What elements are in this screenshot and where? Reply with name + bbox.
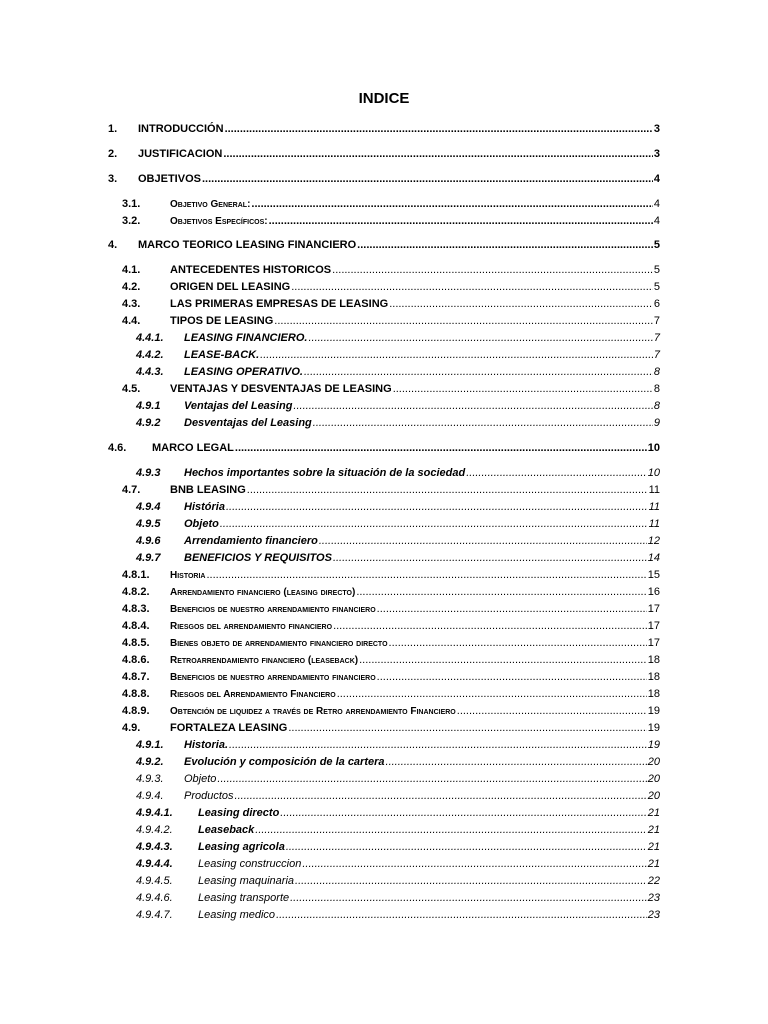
toc-leader-dots — [247, 483, 648, 497]
toc-entry-label: TIPOS DE LEASING — [170, 315, 274, 327]
toc-entry-page: 17 — [647, 603, 660, 615]
toc-entry — [122, 687, 660, 702]
toc-leader-dots — [319, 534, 647, 548]
toc-entry — [136, 551, 660, 565]
toc-leader-dots — [295, 874, 647, 888]
toc-entry-number: 4.2. — [122, 281, 141, 293]
toc-entry-label: LEASING OPERATIVO. — [184, 366, 303, 378]
toc-leader-dots — [356, 585, 646, 599]
toc-entry-number: 4.8.1. — [122, 569, 150, 581]
toc-entry — [136, 416, 660, 430]
toc-entry-number: 4.4. — [122, 315, 141, 327]
toc-entry-label: Productos — [184, 790, 234, 802]
toc-entry-number: 4.9.4.5. — [136, 875, 173, 887]
toc-leader-dots — [457, 704, 647, 718]
toc-entry-number: 4.8.2. — [122, 586, 150, 598]
toc-entry-label: LAS PRIMERAS EMPRESAS DE LEASING — [170, 298, 389, 310]
toc-entry-label: Leasing transporte — [198, 892, 290, 904]
toc-entry-page: 21 — [647, 841, 660, 853]
toc-leader-dots — [280, 806, 646, 820]
toc-entry-number: 4.9.6 — [136, 535, 161, 547]
toc-entry — [122, 636, 660, 651]
toc-leader-dots — [235, 441, 647, 455]
toc-entry — [136, 823, 660, 837]
toc-entry — [108, 147, 660, 161]
toc-leader-dots — [255, 823, 646, 837]
toc-entry-page: 20 — [647, 773, 660, 785]
toc-entry-number: 4.7. — [122, 484, 141, 496]
toc-entry-page: 11 — [648, 518, 660, 530]
toc-entry — [122, 297, 660, 311]
toc-entry-label: ORIGEN DEL LEASING — [170, 281, 291, 293]
toc-leader-dots — [333, 551, 647, 565]
toc-entry — [136, 738, 660, 752]
toc-entry-number: 4.8.7. — [122, 671, 150, 683]
toc-entry-page: 5 — [653, 264, 660, 276]
toc-leader-dots — [377, 602, 647, 616]
toc-leader-dots — [393, 382, 653, 396]
toc-leader-dots — [276, 908, 647, 922]
toc-entry-label: Hechos importantes sobre la situación de la sociedad — [184, 467, 466, 479]
toc-entry-number: 4.9.1. — [136, 739, 164, 751]
toc-entry — [122, 670, 660, 685]
toc-leader-dots — [357, 238, 653, 252]
toc-entry-label: JUSTIFICACION — [138, 148, 223, 160]
toc-entry-number: 4.9.4.7. — [136, 909, 173, 921]
toc-entry-label: Objetivo General: — [170, 199, 251, 210]
toc-entry-label: MARCO TEORICO LEASING FINANCIERO — [138, 239, 357, 251]
toc-leader-dots — [207, 568, 647, 582]
toc-entry-number: 4.6. — [108, 442, 127, 454]
toc-entry — [122, 653, 660, 668]
toc-entry-number: 1. — [108, 123, 118, 135]
toc-leader-dots — [304, 365, 653, 379]
toc-entry-page: 17 — [647, 620, 660, 632]
toc-leader-dots — [229, 738, 647, 752]
toc-entry-label: BNB LEASING — [170, 484, 246, 496]
toc-entry-page: 21 — [647, 807, 660, 819]
toc-entry-page: 21 — [647, 858, 660, 870]
toc-entry-number: 4.9.2 — [136, 417, 161, 429]
toc-leader-dots — [260, 348, 653, 362]
toc-leader-dots — [332, 263, 653, 277]
toc-entry-label: Arrendamiento financiero — [184, 535, 318, 547]
toc-entry-label: Objeto — [184, 518, 219, 530]
toc-leader-dots — [288, 721, 646, 735]
toc-entry — [136, 755, 660, 769]
toc-entry-page: 4 — [653, 173, 660, 185]
toc-leader-dots — [337, 687, 647, 701]
toc-entry-page: 20 — [647, 790, 660, 802]
toc-entry-label: Leasing construccion — [198, 858, 302, 870]
toc-entry-page: 14 — [647, 552, 660, 564]
toc-entry — [122, 214, 660, 229]
toc-entry-page: 10 — [647, 467, 660, 479]
toc-entry-number: 4.9.3 — [136, 467, 161, 479]
toc-entry — [122, 483, 660, 497]
toc-entry-page: 6 — [653, 298, 660, 310]
toc-entry-number: 4.5. — [122, 383, 141, 395]
toc-entry-number: 4.1. — [122, 264, 141, 276]
toc-entry-number: 4.4.2. — [136, 349, 164, 361]
toc-entry-label: Objetivos Específicos: — [170, 216, 268, 227]
toc-entry — [108, 122, 660, 136]
toc-entry-page: 5 — [653, 281, 660, 293]
toc-leader-dots — [359, 653, 647, 667]
toc-entry-page: 11 — [648, 501, 660, 513]
toc-entry-page: 8 — [653, 383, 660, 395]
toc-entry-label: ANTECEDENTES HISTORICOS — [170, 264, 332, 276]
toc-entry-number: 3.1. — [122, 198, 141, 210]
toc-entry-page: 3 — [653, 148, 660, 160]
toc-entry-page: 3 — [653, 123, 660, 135]
toc-entry — [136, 874, 660, 888]
toc-entry-number: 4.9. — [122, 722, 141, 734]
toc-entry-page: 19 — [647, 739, 660, 751]
toc-leader-dots — [274, 314, 653, 328]
toc-entry-label: LEASE-BACK. — [184, 349, 260, 361]
toc-entry — [122, 314, 660, 328]
toc-entry — [136, 331, 660, 345]
toc-entry — [136, 908, 660, 922]
toc-entry-number: 4.8.6. — [122, 654, 150, 666]
toc-entry-label: INTRODUCCIÓN — [138, 123, 224, 135]
toc-entry-page: 11 — [648, 484, 660, 496]
toc-entry — [122, 382, 660, 396]
toc-entry — [136, 466, 660, 480]
toc-entry-page: 18 — [647, 688, 660, 700]
toc-entry-label: Leasing agricola — [198, 841, 285, 853]
toc-entry-label: MARCO LEGAL — [152, 442, 234, 454]
toc-entry-number: 4.3. — [122, 298, 141, 310]
toc-entry-number: 4.8.5. — [122, 637, 150, 649]
toc-leader-dots — [217, 772, 646, 786]
toc-entry-page: 23 — [647, 892, 660, 904]
toc-entry-number: 4.8.9. — [122, 705, 150, 717]
toc-entry-page: 7 — [653, 315, 660, 327]
toc-entry-page: 23 — [647, 909, 660, 921]
toc-leader-dots — [220, 517, 648, 531]
toc-entry-page: 18 — [647, 654, 660, 666]
toc-entry-number: 4.9.4.1. — [136, 807, 173, 819]
toc-entry — [136, 365, 660, 379]
toc-entry-number: 4.9.1 — [136, 400, 161, 412]
toc-entry-label: Historia — [170, 570, 206, 581]
toc-entry-label: Retroarrendamiento financiero (leaseback) — [170, 655, 359, 666]
toc-entry-number: 3.2. — [122, 215, 141, 227]
toc-entry-label: Bienes objeto de arrendamiento financiero directo — [170, 638, 388, 649]
toc-leader-dots — [202, 172, 653, 186]
toc-entry-number: 4.9.4.3. — [136, 841, 173, 853]
toc-entry — [122, 704, 660, 719]
toc-leader-dots — [389, 636, 647, 650]
toc-entry-label: Desventajas del Leasing — [184, 417, 312, 429]
toc-entry-page: 15 — [647, 569, 660, 581]
toc-entry-number: 4.9.4. — [136, 790, 164, 802]
toc-entry-label: Riesgos del Arrendamiento Financiero — [170, 689, 336, 700]
toc-entry-label: Objeto — [184, 773, 217, 785]
toc-entry-number: 4.9.7 — [136, 552, 161, 564]
toc-leader-dots — [386, 755, 647, 769]
toc-entry — [136, 399, 660, 413]
toc-leader-dots — [302, 857, 646, 871]
toc-entry-number: 4.8.4. — [122, 620, 150, 632]
toc-entry-number: 4.9.4.6. — [136, 892, 173, 904]
toc-entry-label: História — [184, 501, 225, 513]
toc-entry-label: Leasing medico — [198, 909, 276, 921]
toc-entry — [122, 568, 660, 583]
toc-leader-dots — [308, 331, 652, 345]
toc-entry-page: 4 — [653, 198, 660, 210]
toc-entry-page: 5 — [653, 239, 660, 251]
toc-leader-dots — [290, 891, 647, 905]
toc-entry — [108, 441, 660, 455]
toc-entry-number: 3. — [108, 173, 118, 185]
toc-entry — [136, 857, 660, 871]
toc-entry — [122, 263, 660, 277]
toc-entry — [122, 280, 660, 294]
toc-entry — [108, 172, 660, 186]
toc-entry-label: Beneficios de nuestro arrendamiento financiero — [170, 672, 376, 683]
toc-entry-page: 4 — [653, 215, 660, 227]
toc-entry — [122, 602, 660, 617]
toc-entry-page: 8 — [653, 400, 660, 412]
toc-entry-page: 19 — [647, 722, 660, 734]
toc-entry — [136, 517, 660, 531]
toc-entry-number: 4.9.4.4. — [136, 858, 173, 870]
toc-entry-page: 10 — [647, 442, 660, 454]
toc-entry-label: Evolución y composición de la cartera — [184, 756, 385, 768]
toc-entry-number: 4.9.2. — [136, 756, 164, 768]
toc-leader-dots — [251, 197, 652, 211]
toc-leader-dots — [223, 147, 653, 161]
toc-entry — [122, 619, 660, 634]
toc-entry-label: Ventajas del Leasing — [184, 400, 293, 412]
toc-leader-dots — [377, 670, 647, 684]
toc-entry — [122, 721, 660, 735]
toc-entry-label: BENEFICIOS Y REQUISITOS — [184, 552, 332, 564]
toc-leader-dots — [389, 297, 653, 311]
toc-entry-label: Leasing maquinaria — [198, 875, 295, 887]
toc-entry-page: 18 — [647, 671, 660, 683]
toc-entry-number: 4.9.4 — [136, 501, 161, 513]
toc-entry-page: 9 — [653, 417, 660, 429]
toc-entry-number: 4.4.3. — [136, 366, 164, 378]
toc-leader-dots — [291, 280, 653, 294]
toc-entry-label: Beneficios de nuestro arrendamiento financiero — [170, 604, 376, 615]
toc-entry — [122, 585, 660, 600]
toc-entry-number: 4.4.1. — [136, 332, 164, 344]
toc-leader-dots — [226, 500, 648, 514]
toc-entry-number: 4. — [108, 239, 118, 251]
toc-leader-dots — [293, 399, 652, 413]
toc-leader-dots — [225, 122, 653, 136]
toc-entry-page: 22 — [647, 875, 660, 887]
toc-entry — [136, 534, 660, 548]
toc-entry-page: 16 — [647, 586, 660, 598]
page-title: INDICE — [358, 90, 410, 107]
toc-entry — [136, 500, 660, 514]
toc-entry — [136, 806, 660, 820]
toc-entry — [136, 772, 660, 786]
toc-entry-number: 4.9.5 — [136, 518, 161, 530]
toc-entry-label: Leasing directo — [198, 807, 280, 819]
toc-entry-number: 4.9.4.2. — [136, 824, 173, 836]
toc-leader-dots — [313, 416, 653, 430]
toc-entry-label: FORTALEZA LEASING — [170, 722, 288, 734]
toc-entry-page: 20 — [647, 756, 660, 768]
toc-entry — [136, 891, 660, 905]
toc-entry-page: 21 — [647, 824, 660, 836]
toc-entry — [122, 197, 660, 212]
toc-entry — [136, 789, 660, 803]
toc-entry-label: LEASING FINANCIERO. — [184, 332, 308, 344]
toc-entry — [136, 348, 660, 362]
toc-leader-dots — [333, 619, 647, 633]
toc-entry-number: 4.8.3. — [122, 603, 150, 615]
toc-entry-label: Obtención de liquidez a través de Retro arrendamiento Financiero — [170, 706, 456, 717]
toc-entry-label: Riesgos del arrendamiento financiero — [170, 621, 333, 632]
toc-entry-page: 17 — [647, 637, 660, 649]
toc-entry-label: OBJETIVOS — [138, 173, 201, 185]
toc-entry-number: 4.9.3. — [136, 773, 164, 785]
toc-entry-page: 7 — [653, 332, 660, 344]
toc-entry-page: 19 — [647, 705, 660, 717]
toc-entry-label: Historia. — [184, 739, 229, 751]
toc-entry-label: Leaseback — [198, 824, 255, 836]
toc-entry-label: VENTAJAS Y DESVENTAJAS DE LEASING — [170, 383, 392, 395]
toc-entry — [136, 840, 660, 854]
toc-entry-page: 12 — [647, 535, 660, 547]
toc-leader-dots — [269, 214, 653, 228]
toc-entry — [108, 238, 660, 252]
toc-entry-number: 2. — [108, 148, 118, 160]
toc-leader-dots — [286, 840, 647, 854]
toc-entry-number: 4.8.8. — [122, 688, 150, 700]
toc-entry-page: 8 — [653, 366, 660, 378]
toc-entry-label: Arrendamiento financiero (leasing directo) — [170, 587, 356, 598]
toc-entry-page: 7 — [653, 349, 660, 361]
toc-leader-dots — [235, 789, 647, 803]
toc-leader-dots — [466, 466, 647, 480]
